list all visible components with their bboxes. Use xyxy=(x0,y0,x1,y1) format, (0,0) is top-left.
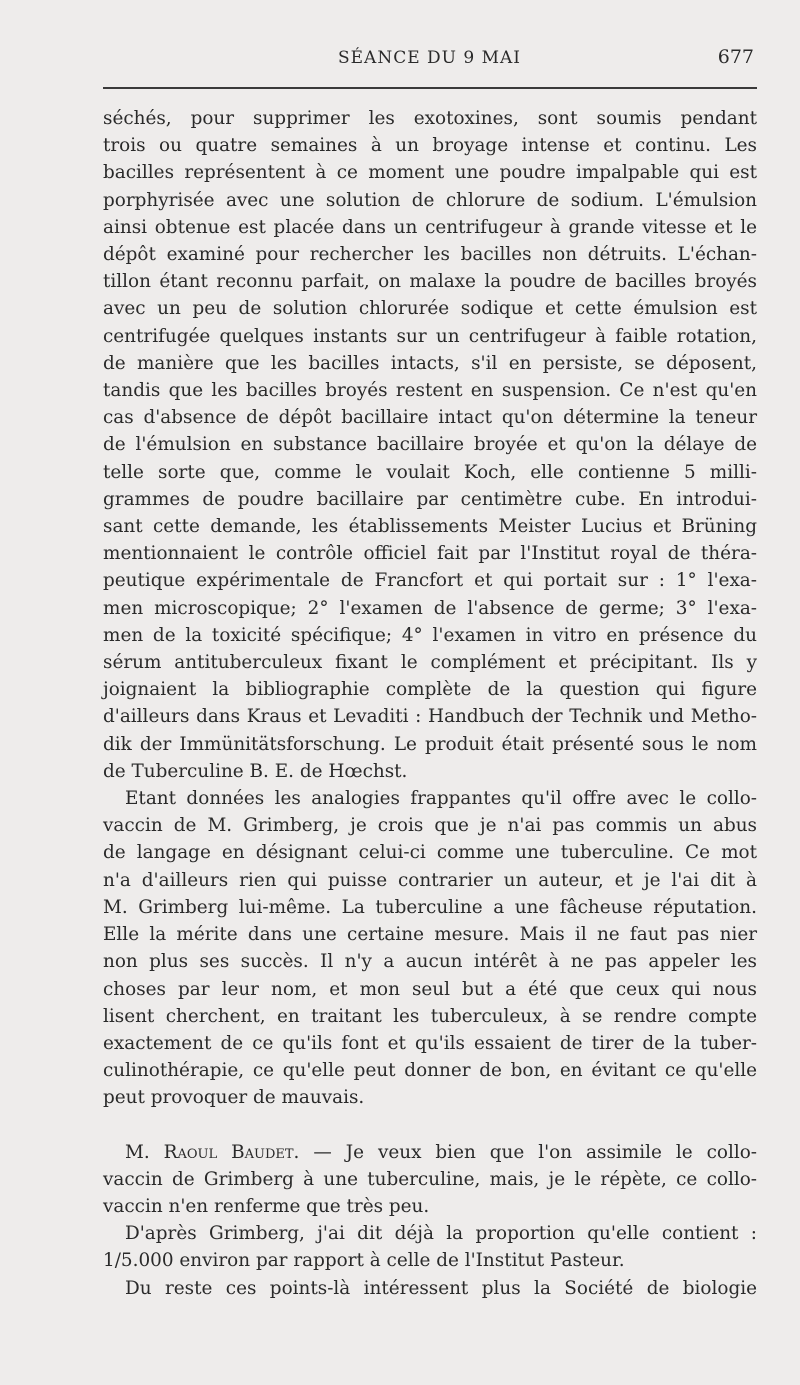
text-line: non plus ses succès. Il n'y a aucun intérêt à ne pas appeler les xyxy=(103,951,757,973)
text-line: M. Grimberg lui-même. La tuberculine a une fâcheuse réputation. xyxy=(103,896,757,918)
text-line: de manière que les bacilles intacts, s'il en persiste, se déposent, xyxy=(103,352,757,374)
text-line: sant cette demande, les établissements Meister Lucius et Brüning xyxy=(103,516,757,538)
text-line: peutique expérimentale de Francfort et qui portait sur : 1° l'exa- xyxy=(103,570,757,592)
text-line: dépôt examiné pour rechercher les bacilles non détruits. L'échan- xyxy=(103,244,757,266)
header-rule xyxy=(103,87,757,89)
text-line: men de la toxicité spécifique; 4° l'examen in vitro en présence du xyxy=(103,624,757,646)
text-line: trois ou quatre semaines à un broyage intense et continu. Les xyxy=(103,135,757,157)
text-line: telle sorte que, comme le voulait Koch, elle contienne 5 milli- xyxy=(103,461,757,483)
text-line: peut provoquer de mauvais. xyxy=(103,1087,365,1109)
text-line: de Tuberculine B. E. de Hœchst. xyxy=(103,760,408,782)
paragraph-spacer xyxy=(103,1112,757,1139)
text-line: de langage en désignant celui-ci comme une tuberculine. Ce mot xyxy=(103,842,757,864)
text-line: Etant données les analogies frappantes qu'il offre avec le collo- xyxy=(125,788,757,810)
text-line: tillon étant reconnu parfait, on malaxe la poudre de bacilles broyés xyxy=(103,271,757,293)
text-line: porphyrisée avec une solution de chlorure de sodium. L'émulsion xyxy=(103,189,757,211)
text-line: choses par leur nom, et mon seul but a été que ceux qui nous xyxy=(103,978,757,1000)
speaker-name: M. Raoul Baudet. xyxy=(125,1141,300,1163)
text-line: de l'émulsion en substance bacillaire broyée et qu'on la délaye de xyxy=(103,434,757,456)
text-line: D'après Grimberg, j'ai dit déjà la proportion qu'elle contient : xyxy=(125,1223,757,1245)
text-line: centrifugée quelques instants sur un centrifugeur à faible rotation, xyxy=(103,325,757,347)
text-line: cas d'absence de dépôt bacillaire intact qu'on détermine la teneur xyxy=(103,407,757,429)
text-line: dik der Immünitätsforschung. Le produit était présenté sous le nom xyxy=(103,733,757,755)
text-line: exactement de ce qu'ils font et qu'ils essaient de tirer de la tuber- xyxy=(103,1032,757,1054)
text-line: mentionnaient le contrôle officiel fait par l'Institut royal de théra- xyxy=(103,543,757,565)
text-line: vaccin de Grimberg à une tuberculine, mais, je le répète, ce collo- xyxy=(103,1168,757,1190)
text-line: avec un peu de solution chlorurée sodique et cette émulsion est xyxy=(103,298,757,320)
paragraph-4 xyxy=(103,1220,757,1274)
paragraph-2 xyxy=(103,785,757,1111)
text-line: vaccin n'en renferme que très peu. xyxy=(103,1195,430,1217)
text-line: ainsi obtenue est placée dans un centrifugeur à grande vitesse et le xyxy=(103,216,757,238)
text-line: 1/5.000 environ par rapport à celle de l'Institut Pasteur. xyxy=(103,1250,625,1272)
body-text xyxy=(103,105,757,1302)
text-line: lisent cherchent, en traitant les tuberculeux, à se rendre compte xyxy=(103,1005,757,1027)
text-line: bacilles représentent à ce moment une poudre impalpable qui est xyxy=(103,162,757,184)
text-line: sérum antituberculeux fixant le complément et précipitant. Ils y xyxy=(103,652,757,674)
speaker-remark: — Je veux bien que l'on assimile le collo- xyxy=(299,1141,757,1163)
paragraph-1 xyxy=(103,105,757,785)
text-line: vaccin de M. Grimberg, je crois que je n'ai pas commis un abus xyxy=(103,815,757,837)
text-line: culinothérapie, ce qu'elle peut donner de bon, en évitant ce qu'elle xyxy=(103,1060,757,1082)
text-line: grammes de poudre bacillaire par centimètre cube. En introdui- xyxy=(103,488,757,510)
page-number: 677 xyxy=(717,46,754,68)
paragraph-5 xyxy=(103,1275,757,1302)
text-line: Du reste ces points-là intéressent plus la Société de biologie xyxy=(125,1277,757,1299)
text-line: tandis que les bacilles broyés restent en suspension. Ce n'est qu'en xyxy=(103,380,757,402)
text-line: n'a d'ailleurs rien qui puisse contrarier un auteur, et je l'ai dit à xyxy=(103,869,757,891)
text-line: d'ailleurs dans Kraus et Levaditi : Handbuch der Technik und Metho- xyxy=(103,706,757,728)
text-line: joignaient la bibliographie complète de la question qui figure xyxy=(103,679,757,701)
paragraph-3 xyxy=(103,1139,757,1221)
text-line xyxy=(103,1139,757,1166)
text-line: séchés, pour supprimer les exotoxines, sont soumis pendant xyxy=(103,108,757,129)
text-line: Elle la mérite dans une certaine mesure. Mais il ne faut pas nier xyxy=(103,924,757,946)
header-title: SÉANCE DU 9 MAI xyxy=(337,48,521,68)
running-header xyxy=(103,44,756,74)
text-line: men microscopique; 2° l'examen de l'absence de germe; 3° l'exa- xyxy=(103,597,757,619)
